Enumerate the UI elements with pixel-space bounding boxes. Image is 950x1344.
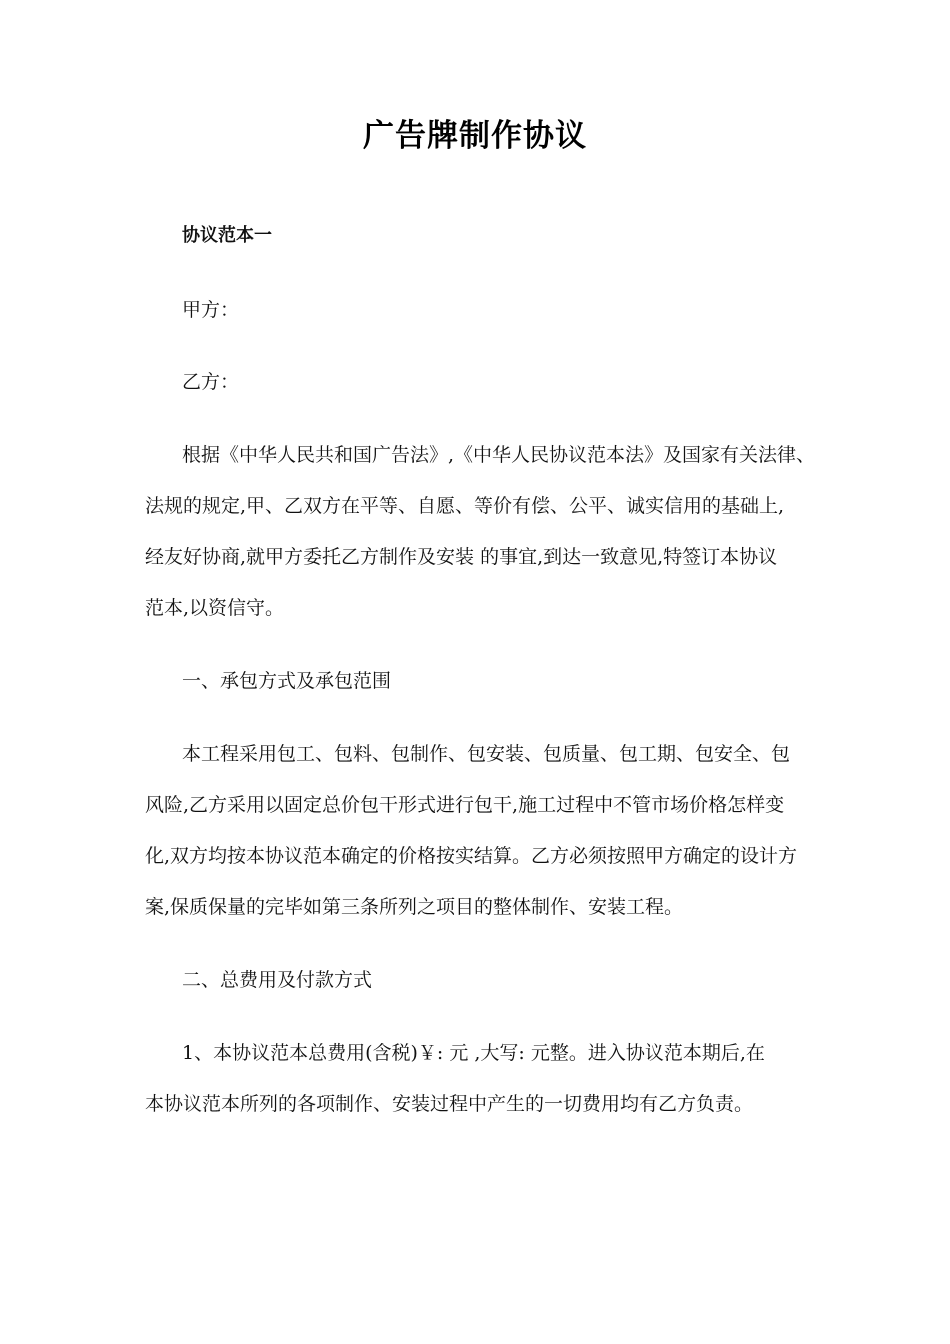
section1-paragraph-line: 风险,乙方采用以固定总价包干形式进行包干,施工过程中不管市场价格怎样变 [145, 794, 785, 816]
section1-paragraph-line: 案,保质保量的完毕如第三条所列之项目的整体制作、安装工程。 [145, 896, 684, 918]
section-heading: 一、承包方式及承包范围 [182, 670, 392, 692]
intro-paragraph-line: 经友好协商,就甲方委托乙方制作及安装 的事宜,到达一致意见,特签订本协议 [145, 546, 778, 568]
section1-paragraph-line: 化,双方均按本协议范本确定的价格按实结算。乙方必须按照甲方确定的设计方 [145, 845, 798, 867]
section2-paragraph-line: 本协议范本所列的各项制作、安装过程中产生的一切费用均有乙方负责。 [145, 1093, 754, 1115]
section-heading: 二、总费用及付款方式 [182, 969, 373, 991]
document-title: 广告牌制作协议 [363, 118, 587, 154]
agreement-template-label: 协议范本一 [182, 225, 272, 246]
section2-paragraph-line: 1、本协议范本总费用(含税)￥: 元 ,大写: 元整。进入协议范本期后,在 [182, 1042, 765, 1064]
intro-paragraph-line: 范本,以资信守。 [145, 597, 285, 619]
party-a-label: 甲方： [182, 299, 240, 321]
intro-paragraph-line: 法规的规定,甲、乙双方在平等、自愿、等价有偿、公平、诚实信用的基础上, [145, 495, 785, 517]
party-b-label: 乙方： [182, 371, 240, 393]
section1-paragraph-line: 本工程采用包工、包料、包制作、包安装、包质量、包工期、包安全、包 [182, 743, 791, 765]
intro-paragraph-line: 根据《中华人民共和国广告法》,《中华人民协议范本法》及国家有关法律、 [182, 444, 816, 466]
